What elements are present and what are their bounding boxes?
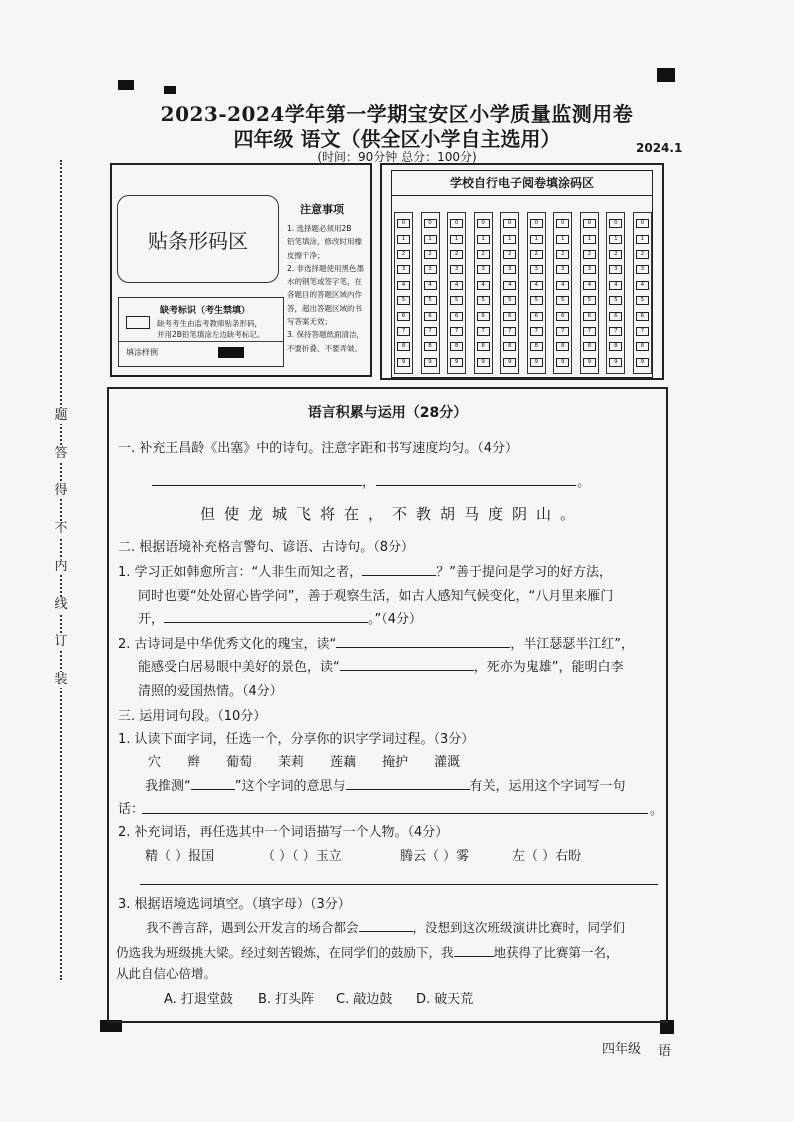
omr-bubble[interactable]: 4 [424,281,437,290]
word: 掩护 [382,755,409,770]
q3-word-list [148,751,460,770]
story-blank-2[interactable] [454,942,494,957]
option-d[interactable]: D. 破天荒 [416,992,474,1007]
omr-column [500,212,519,374]
q1-answer-line-1[interactable] [152,485,362,486]
note-line: 写答案无效； [287,317,332,327]
omr-bubble[interactable]: 4 [450,281,463,290]
q2-blank-2[interactable] [164,608,368,623]
note-line: 铅笔填涂，修改时用橡 [287,237,362,247]
omr-bubble[interactable]: 2 [556,250,569,259]
omr-column [553,212,572,374]
omr-bubble[interactable]: 9 [583,358,596,367]
omr-bubble[interactable]: 6 [609,312,622,321]
omr-bubble[interactable]: 8 [397,342,410,351]
q3-guess-text-b: ”这个字词的意思与 [234,779,346,794]
note-line: 2. 非选择题使用黑色墨 [287,263,365,273]
q3-sentence-label: 话： [118,802,145,817]
binding-char: 不 [54,521,68,537]
omr-bubble[interactable]: 5 [397,296,410,305]
q3-item2: 2. 补充词语，再任选其中一个词语描写一个人物。（4分） [118,825,449,840]
omr-bubble[interactable]: 7 [450,327,463,336]
note-line: 各题目的答题区域内作 [287,290,362,300]
omr-bubble[interactable]: 0 [636,219,649,228]
q2-item2-text-c: 能感受白居易眼中美好的景色，读“ [138,660,340,675]
note-line: 不要折叠、不要弄皱。 [287,343,362,353]
q3-meaning-blank[interactable] [346,775,470,790]
omr-bubble[interactable]: 3 [609,265,622,274]
exam-title: 2023-2024学年第一学期宝安区小学质量监测用卷 [160,102,634,126]
omr-bubble[interactable]: 7 [556,327,569,336]
registration-mark-top-left [118,80,134,90]
omr-column [474,212,493,374]
omr-bubble[interactable]: 2 [530,250,543,259]
option-a[interactable]: A. 打退堂鼓 [164,992,233,1007]
omr-bubble[interactable]: 1 [503,235,516,244]
omr-bubble[interactable]: 9 [450,358,463,367]
option-c[interactable]: C. 敲边鼓 [336,992,393,1007]
absent-instruction-2: 并用2B铅笔填涂左边缺考标记。 [157,330,265,339]
story-blank-1[interactable] [359,917,413,932]
binding-char: 答 [54,445,68,461]
q2-item1-line3 [138,608,422,627]
idiom-2[interactable]: （ ）（ ）玉立 [262,849,342,864]
omr-bubble[interactable]: 5 [556,296,569,305]
omr-bubble[interactable]: 0 [450,219,463,228]
omr-bubble[interactable]: 5 [636,296,649,305]
omr-bubble[interactable]: 3 [450,265,463,274]
omr-bubble[interactable]: 4 [503,281,516,290]
omr-bubble[interactable]: 1 [424,235,437,244]
section-title: 语言积累与运用（28分） [307,405,468,421]
story-line-2 [116,942,656,961]
omr-bubble[interactable]: 2 [450,250,463,259]
word: 灌溉 [434,755,461,770]
omr-bubble[interactable]: 7 [424,327,437,336]
omr-bubble[interactable]: 9 [636,358,649,367]
omr-bubble[interactable]: 7 [477,327,490,336]
registration-mark-top-right [657,68,675,82]
omr-bubble[interactable]: 7 [583,327,596,336]
omr-bubble[interactable]: 2 [503,250,516,259]
omr-bubble[interactable]: 9 [424,358,437,367]
omr-bubble[interactable]: 8 [424,342,437,351]
omr-bubble[interactable]: 5 [450,296,463,305]
omr-bubble[interactable]: 6 [450,312,463,321]
fill-sample-mark [218,347,244,358]
omr-bubble[interactable]: 9 [609,358,622,367]
omr-bubble[interactable]: 0 [477,219,490,228]
note-line: 水的钢笔或签字笔，在 [287,277,362,287]
omr-bubble[interactable]: 2 [424,250,437,259]
omr-bubble[interactable]: 8 [583,342,596,351]
q1-comma: ， [362,475,376,490]
omr-bubble[interactable]: 1 [530,235,543,244]
omr-bubble[interactable]: 3 [397,265,410,274]
omr-bubble[interactable]: 7 [503,327,516,336]
omr-bubble[interactable]: 8 [636,342,649,351]
q2-item1-text-c: 开， [138,612,165,627]
q2-item2-line2 [138,656,624,675]
absent-title: 缺考标识（考生禁填） [160,306,251,316]
footer-subject: 语 [658,1044,672,1059]
omr-bubble[interactable]: 2 [583,250,596,259]
word: 茉莉 [278,755,305,770]
fill-sample-label: 填涂样例 [126,348,158,357]
omr-column [606,212,625,374]
q2-item2-text-b: ，半江瑟瑟半江红”， [510,637,635,652]
note-line: 答，超出答题区域的书 [287,303,362,313]
absent-divider [118,341,284,342]
q3-guess-line [145,775,626,794]
registration-mark-top-left-2 [164,86,176,94]
q2-item1-text-a: 1. 学习正如韩愈所言：“人非生而知之者， [118,565,363,580]
omr-bubble[interactable]: 1 [609,235,622,244]
omr-bubble[interactable]: 2 [477,250,490,259]
omr-bubble[interactable]: 5 [424,296,437,305]
binding-char: 装 [54,671,68,687]
q2-item1-text-d: 。”（4分） [368,612,423,627]
omr-bubble[interactable]: 3 [477,265,490,274]
q3-sentence-line[interactable] [142,813,648,814]
omr-title: 学校自行电子阅卷填涂码区 [391,170,653,196]
exam-time-score: (时间：90分钟 总分：100分) [317,150,477,164]
omr-bubble[interactable]: 1 [583,235,596,244]
story-text-b: ，没想到这次班级演讲比赛时，同学们 [412,920,626,935]
q2-item1-line1 [118,561,612,580]
omr-bubble[interactable]: 8 [477,342,490,351]
omr-bubble[interactable]: 5 [477,296,490,305]
idiom-3[interactable]: 腾云（ ）雾 [400,849,470,864]
omr-bubble[interactable]: 2 [636,250,649,259]
omr-bubble[interactable]: 4 [609,281,622,290]
q1-period: 。 [577,475,591,490]
omr-columns [394,212,652,374]
omr-bubble[interactable]: 0 [530,219,543,228]
omr-bubble[interactable]: 8 [556,342,569,351]
omr-bubble[interactable]: 3 [583,265,596,274]
omr-bubble[interactable]: 8 [450,342,463,351]
omr-bubble[interactable]: 9 [397,358,410,367]
story-line-1 [146,917,686,936]
barcode-area[interactable]: 贴条形码区 [117,195,279,283]
binding-char: 题 [54,408,68,423]
idiom-4[interactable]: 左（ ）右盼 [512,849,582,864]
omr-bubble[interactable]: 4 [583,281,596,290]
omr-bubble[interactable]: 5 [609,296,622,305]
q2-item1-text-b: ？”善于提问是学习的好方法， [436,565,613,580]
omr-bubble[interactable]: 3 [636,265,649,274]
note-line: 3. 保持答题纸面清洁， [287,330,365,340]
binding-char: 订 [54,634,68,650]
q3-item1: 1. 认读下面字词，任选一个，分享你的识字学词过程。（3分） [118,732,475,747]
word: 莲藕 [330,755,357,770]
omr-bubble[interactable]: 0 [424,219,437,228]
note-line: 皮擦干净； [287,250,325,260]
omr-bubble[interactable]: 3 [556,265,569,274]
omr-bubble[interactable]: 8 [609,342,622,351]
omr-bubble[interactable]: 5 [583,296,596,305]
omr-bubble[interactable]: 5 [503,296,516,305]
omr-bubble[interactable]: 7 [636,327,649,336]
omr-bubble[interactable]: 0 [556,219,569,228]
omr-bubble[interactable]: 8 [503,342,516,351]
idiom-1[interactable]: 精（ ）报国 [145,849,215,864]
omr-bubble[interactable]: 6 [477,312,490,321]
omr-bubble[interactable]: 1 [636,235,649,244]
notes-list [287,222,367,355]
omr-bubble[interactable]: 4 [530,281,543,290]
q2-blank-4[interactable] [340,656,474,671]
word: 辫 [187,755,201,770]
omr-bubble[interactable]: 3 [530,265,543,274]
story-text-a: 我不善言辞，遇到公开发言的场合都会 [146,920,359,935]
omr-bubble[interactable]: 5 [530,296,543,305]
omr-bubble[interactable]: 8 [530,342,543,351]
omr-bubble[interactable]: 3 [503,265,516,274]
q2-item2-line1 [118,633,634,652]
q3-word-blank[interactable] [191,775,235,790]
footer-grade: 四年级 [602,1042,642,1057]
q2-heading: 二. 根据语境补充格言警句、谚语、古诗句。（8分） [118,540,415,555]
omr-column [580,212,599,374]
q3-description-line[interactable] [140,884,658,885]
q2-item1-line2: 同时也要“处处留心皆学问”，善于观察生活，如古人感知气候变化，“八月里来雁门 [138,589,614,604]
omr-bubble[interactable]: 9 [556,358,569,367]
omr-bubble[interactable]: 2 [397,250,410,259]
omr-bubble[interactable]: 6 [636,312,649,321]
binding-char: 内 [54,558,68,574]
omr-bubble[interactable]: 4 [397,281,410,290]
q3-guess-text-c: 有关，运用这个字词写一句 [469,779,626,794]
omr-bubble[interactable]: 1 [556,235,569,244]
omr-bubble[interactable]: 4 [556,281,569,290]
omr-bubble[interactable]: 6 [583,312,596,321]
poem-line: 但使龙城飞将在，不教胡马度阴山。 [200,505,585,523]
q2-item2-text-a: 2. 古诗词是中华优秀文化的瑰宝，读“ [118,637,337,652]
q1-heading: 一. 补充王昌龄《出塞》中的诗句。注意字距和书写速度均匀。（4分） [118,441,519,456]
omr-column [633,212,652,374]
omr-bubble[interactable]: 9 [477,358,490,367]
binding-warning-text [52,408,70,688]
omr-bubble[interactable]: 2 [609,250,622,259]
omr-column [421,212,440,374]
omr-bubble[interactable]: 1 [397,235,410,244]
omr-bubble[interactable]: 6 [530,312,543,321]
omr-bubble[interactable]: 6 [424,312,437,321]
q2-item2-text-d: ，死亦为鬼雄”，能明白李 [473,660,624,675]
omr-bubble[interactable]: 7 [609,327,622,336]
omr-bubble[interactable]: 6 [556,312,569,321]
omr-bubble[interactable]: 7 [530,327,543,336]
omr-bubble[interactable]: 4 [477,281,490,290]
exam-subtitle: 四年级 语文（供全区小学自主选用） [233,127,561,151]
binding-char: 得 [54,483,68,499]
story-text-c: 仍选我为班级挑大梁。经过刻苦锻炼，在同学们的鼓励下，我 [116,945,454,960]
omr-bubble[interactable]: 6 [397,312,410,321]
omr-bubble[interactable]: 1 [477,235,490,244]
omr-bubble[interactable]: 9 [503,358,516,367]
omr-column [394,212,413,374]
q3-sentence-end: 。 [650,803,664,818]
q3-item3: 3. 根据语境选词填空。（填字母）（3分） [118,897,351,912]
q3-guess-text-a: 我推测“ [145,779,191,794]
omr-column [447,212,466,374]
story-text-d: 地获得了比赛第一名， [493,945,619,960]
option-b[interactable]: B. 打头阵 [258,992,315,1007]
omr-bubble[interactable]: 0 [583,219,596,228]
notes-title: 注意事项 [300,203,344,216]
q1-answer-line-2[interactable] [376,485,576,486]
omr-bubble[interactable]: 7 [397,327,410,336]
omr-bubble[interactable]: 6 [503,312,516,321]
word: 葡萄 [226,755,253,770]
omr-bubble[interactable]: 9 [530,358,543,367]
omr-bubble[interactable]: 1 [450,235,463,244]
omr-bubble[interactable]: 4 [636,281,649,290]
binding-char: 线 [54,596,68,612]
omr-bubble[interactable]: 0 [397,219,410,228]
q2-blank-1[interactable] [362,561,436,576]
note-line: 1. 选择题必须用2B [287,224,352,233]
absent-checkbox[interactable] [126,316,150,329]
absent-instruction-1: 缺考考生由监考教师贴条形码， [157,319,262,328]
q2-item2-line3: 清照的爱国热情。（4分） [138,684,283,699]
omr-bubble[interactable]: 3 [424,265,437,274]
q3-heading: 三. 运用词句段。（10分） [118,709,267,724]
q2-blank-3[interactable] [336,633,510,648]
omr-bubble[interactable]: 0 [609,219,622,228]
omr-bubble[interactable]: 0 [503,219,516,228]
exam-date: 2024.1 [636,141,683,155]
omr-column [527,212,546,374]
story-line-3: 从此自信心倍增。 [116,966,217,981]
word: 穴 [148,755,162,770]
